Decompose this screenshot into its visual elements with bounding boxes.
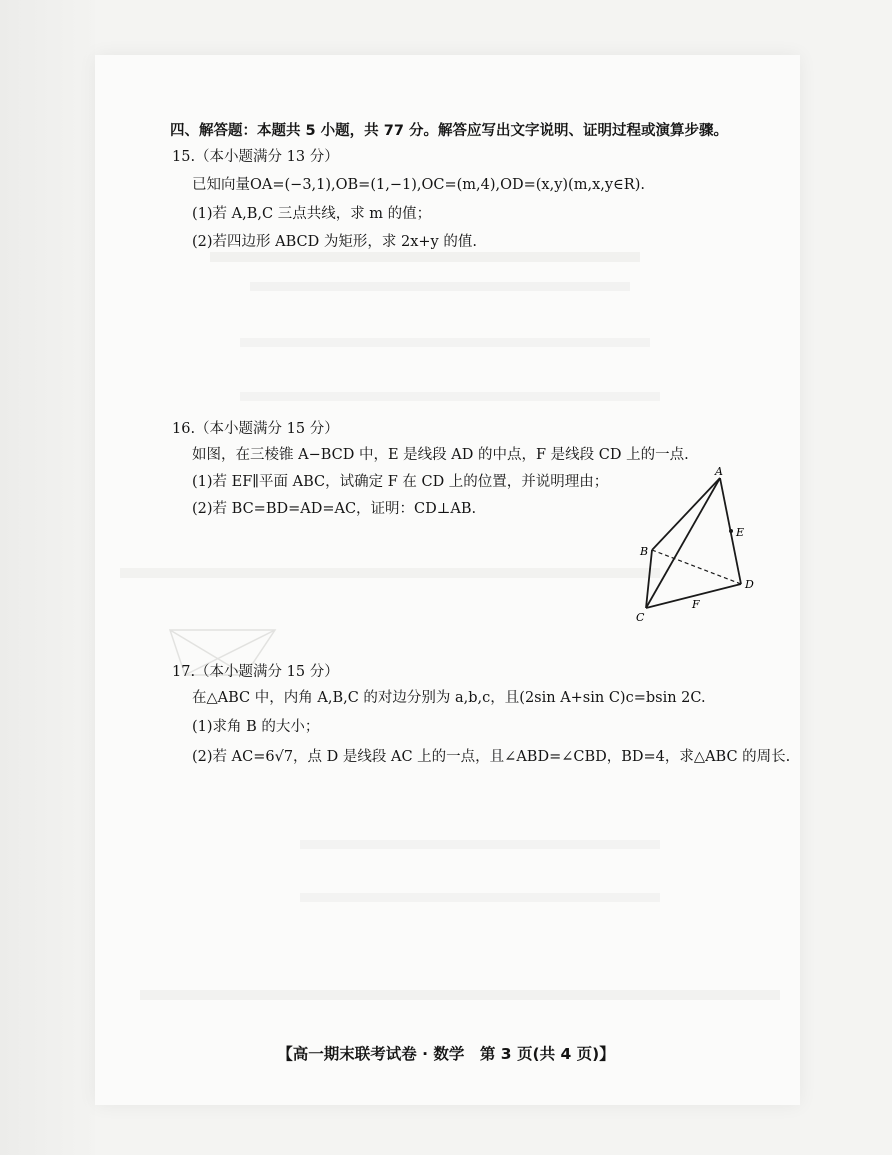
problem-16-stem: 如图，在三棱锥 A−BCD 中，E 是线段 AD 的中点，F 是线段 CD 上的一点. [192,447,689,463]
problem-16-part-1: (1)若 EF∥平面 ABC，试确定 F 在 CD 上的位置，并说明理由； [192,474,609,490]
section-header: 四、解答题：本题共 5 小题，共 77 分。解答应写出文字说明、证明过程或演算步骤。 [170,123,728,139]
label-b: B [640,545,649,558]
problem-15-part-2: (2)若四边形 ABCD 为矩形，求 2x+y 的值. [192,234,477,250]
problem-15-title: 15.（本小题满分 13 分） [172,149,339,165]
scan-shadow [0,0,95,1155]
label-a: A [715,465,723,478]
problem-16-part-2: (2)若 BC=BD=AD=AC，证明：CD⊥AB. [192,501,477,517]
label-c: C [636,611,645,624]
page-footer: 【高一期末联考试卷 · 数学 第 3 页(共 4 页)】 [277,1045,615,1063]
problem-17-part-2: (2)若 AC=6√7，点 D 是线段 AC 上的一点，且∠ABD=∠CBD，BD=4，求△ABC 的周长. [192,749,791,765]
problem-16-title: 16.（本小题满分 15 分） [172,421,339,437]
problem-17-title: 17.（本小题满分 15 分） [172,664,339,680]
problem-15-part-1: (1)若 A,B,C 三点共线，求 m 的值； [192,206,432,222]
edge-ac [646,478,720,608]
problem-17-part-1: (1)求角 B 的大小； [192,719,320,735]
label-e: E [736,526,745,539]
label-d: D [745,578,754,591]
label-f: F [692,598,700,611]
problem-15-stem: 已知向量OA=(−3,1),OB=(1,−1),OC=(m,4),OD=(x,y)(m,x,y∈R). [192,177,645,193]
problem-17-stem: 在△ABC 中，内角 A,B,C 的对边分别为 a,b,c，且(2sin A+sin C)c=bsin 2C. [192,690,706,706]
point-e [729,529,733,533]
edge-bd-hidden [652,550,741,584]
tetrahedron-figure [628,462,760,628]
